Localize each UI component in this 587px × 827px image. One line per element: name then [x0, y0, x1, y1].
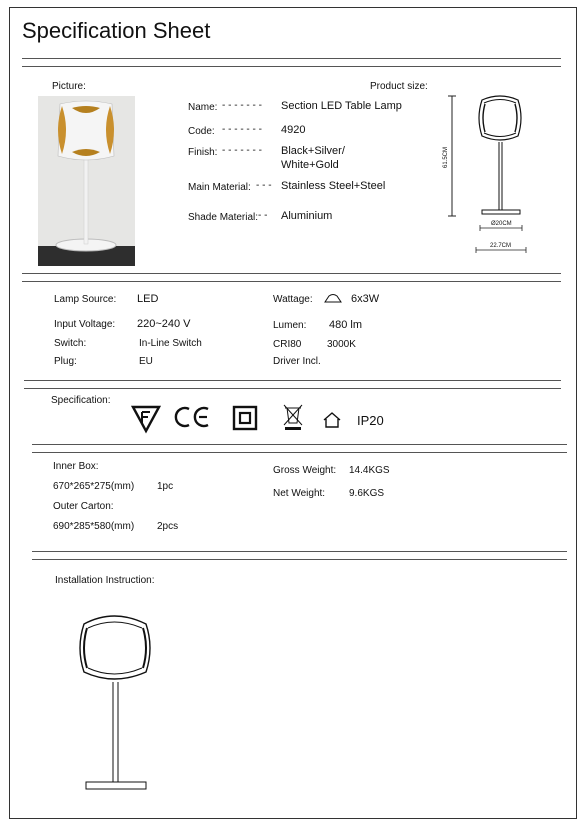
- shade-dash: - -: [258, 210, 268, 221]
- driver-label: Driver Incl.: [273, 356, 321, 367]
- dimension-drawing: [428, 92, 538, 257]
- gross-weight-value: 14.4KGS: [349, 465, 390, 476]
- material-value: Stainless Steel+Steel: [281, 180, 386, 192]
- product-photo: [38, 96, 135, 266]
- ip-rating: IP20: [357, 413, 384, 428]
- shade-label: Shade Material:: [188, 212, 259, 223]
- material-dash: - - -: [256, 180, 272, 191]
- separator-1: [22, 58, 561, 67]
- input-voltage-label: Input Voltage:: [54, 319, 116, 330]
- inner-box-label: Inner Box:: [53, 461, 99, 472]
- name-label: Name:: [188, 102, 218, 113]
- cri-value: 3000K: [327, 339, 356, 350]
- wattage-label: Wattage:: [273, 294, 313, 305]
- lamp-source-value: LED: [137, 293, 159, 305]
- finish-dash: - - - - - - -: [222, 145, 262, 156]
- switch-label: Switch:: [54, 338, 87, 349]
- cri-label: CRI80: [273, 339, 302, 350]
- inner-box-qty: 1pc: [157, 481, 174, 492]
- net-weight-label: Net Weight:: [273, 488, 326, 499]
- net-weight-value: 9.6KGS: [349, 488, 385, 499]
- bulb-icon: [323, 293, 343, 303]
- class-ii-icon: [232, 405, 258, 431]
- wattage-value: 6x3W: [351, 293, 380, 305]
- f-mark-icon: [131, 404, 161, 434]
- material-label: Main Material:: [188, 182, 251, 193]
- gross-weight-label: Gross Weight:: [273, 465, 337, 476]
- plug-label: Plug:: [54, 356, 77, 367]
- product-size-label: Product size:: [370, 81, 428, 92]
- name-dash: - - - - - - -: [222, 100, 262, 111]
- code-label: Code:: [188, 126, 215, 137]
- outer-carton-size: 690*285*580(mm): [53, 521, 135, 532]
- base-diameter-label: 22.7CM: [490, 243, 512, 249]
- inner-box-size: 670*265*275(mm): [53, 481, 135, 492]
- outer-carton-label: Outer Carton:: [53, 501, 114, 512]
- separator-4: [32, 444, 567, 453]
- finish-label: Finish:: [188, 147, 218, 158]
- name-value: Section LED Table Lamp: [281, 100, 402, 112]
- separator-3: [24, 380, 561, 389]
- separator-2: [22, 273, 561, 282]
- lamp-source-label: Lamp Source:: [54, 294, 117, 305]
- shade-value: Aluminium: [281, 210, 333, 222]
- installation-label: Installation Instruction:: [55, 575, 155, 586]
- finish-value-2: White+Gold: [281, 159, 339, 171]
- weee-bin-icon: [282, 403, 304, 431]
- switch-value: In-Line Switch: [139, 338, 202, 349]
- lumen-label: Lumen:: [273, 320, 307, 331]
- installation-drawing: [74, 610, 168, 796]
- separator-5: [32, 551, 567, 560]
- specification-label: Specification:: [51, 395, 111, 406]
- finish-value-1: Black+Silver/: [281, 145, 345, 157]
- outer-carton-qty: 2pcs: [157, 521, 179, 532]
- shade-diameter-label: Ø20CM: [491, 221, 512, 227]
- input-voltage-value: 220~240 V: [137, 318, 191, 330]
- lumen-value: 480 lm: [329, 319, 363, 331]
- picture-label: Picture:: [52, 81, 86, 92]
- code-value: 4920: [281, 124, 306, 136]
- height-dimension-label: 61.5CM: [443, 146, 449, 168]
- ce-mark-icon: [174, 406, 212, 428]
- indoor-use-icon: [322, 411, 342, 429]
- page-title: Specification Sheet: [22, 18, 211, 43]
- code-dash: - - - - - - -: [222, 124, 262, 135]
- plug-value: EU: [139, 356, 153, 367]
